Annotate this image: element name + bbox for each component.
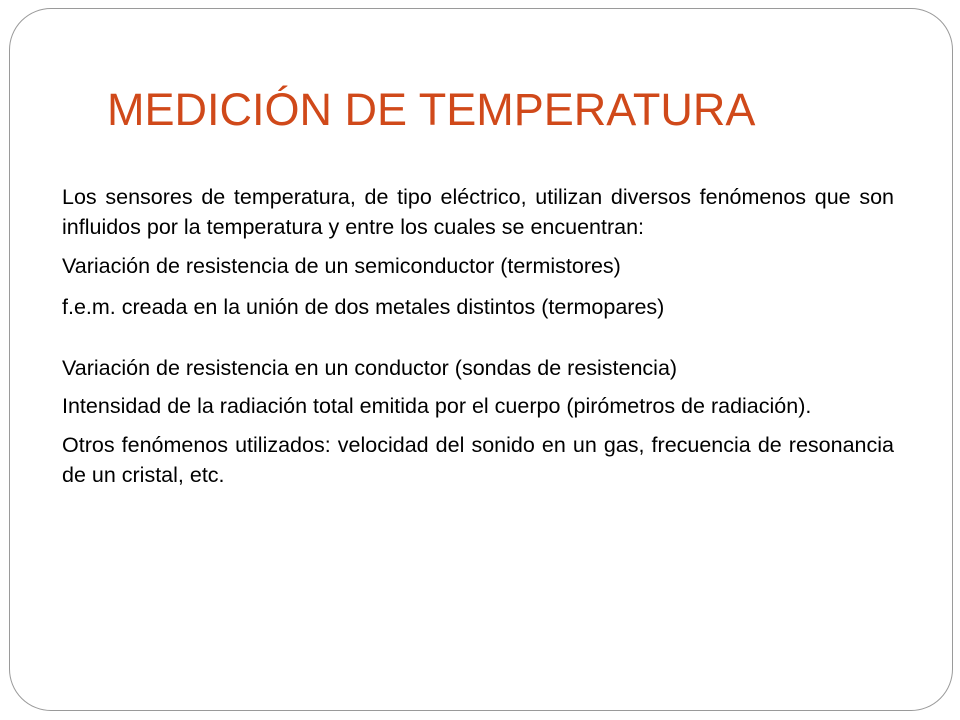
slide-title: MEDICIÓN DE TEMPERATURA: [107, 84, 756, 135]
slide-body: [62, 182, 894, 490]
phenomenon-item: Otros fenómenos utilizados: velocidad del sonido en un gas, frecuencia de resonancia de un cristal, etc.: [62, 433, 894, 487]
phenomenon-item: Intensidad de la radiación total emitida por el cuerpo (pirómetros de radiación).: [62, 394, 812, 418]
phenomenon-item: f.e.m. creada en la unión de dos metales distintos (termopares): [62, 295, 665, 319]
intro-paragraph: Los sensores de temperatura, de tipo eléctrico, utilizan diversos fenómenos que son influidos por la temperatura y entre los cuales se encuentran:: [62, 185, 894, 239]
phenomenon-item: Variación de resistencia de un semiconductor (termistores): [62, 254, 621, 278]
phenomenon-item: Variación de resistencia en un conductor (sondas de resistencia): [62, 356, 678, 380]
